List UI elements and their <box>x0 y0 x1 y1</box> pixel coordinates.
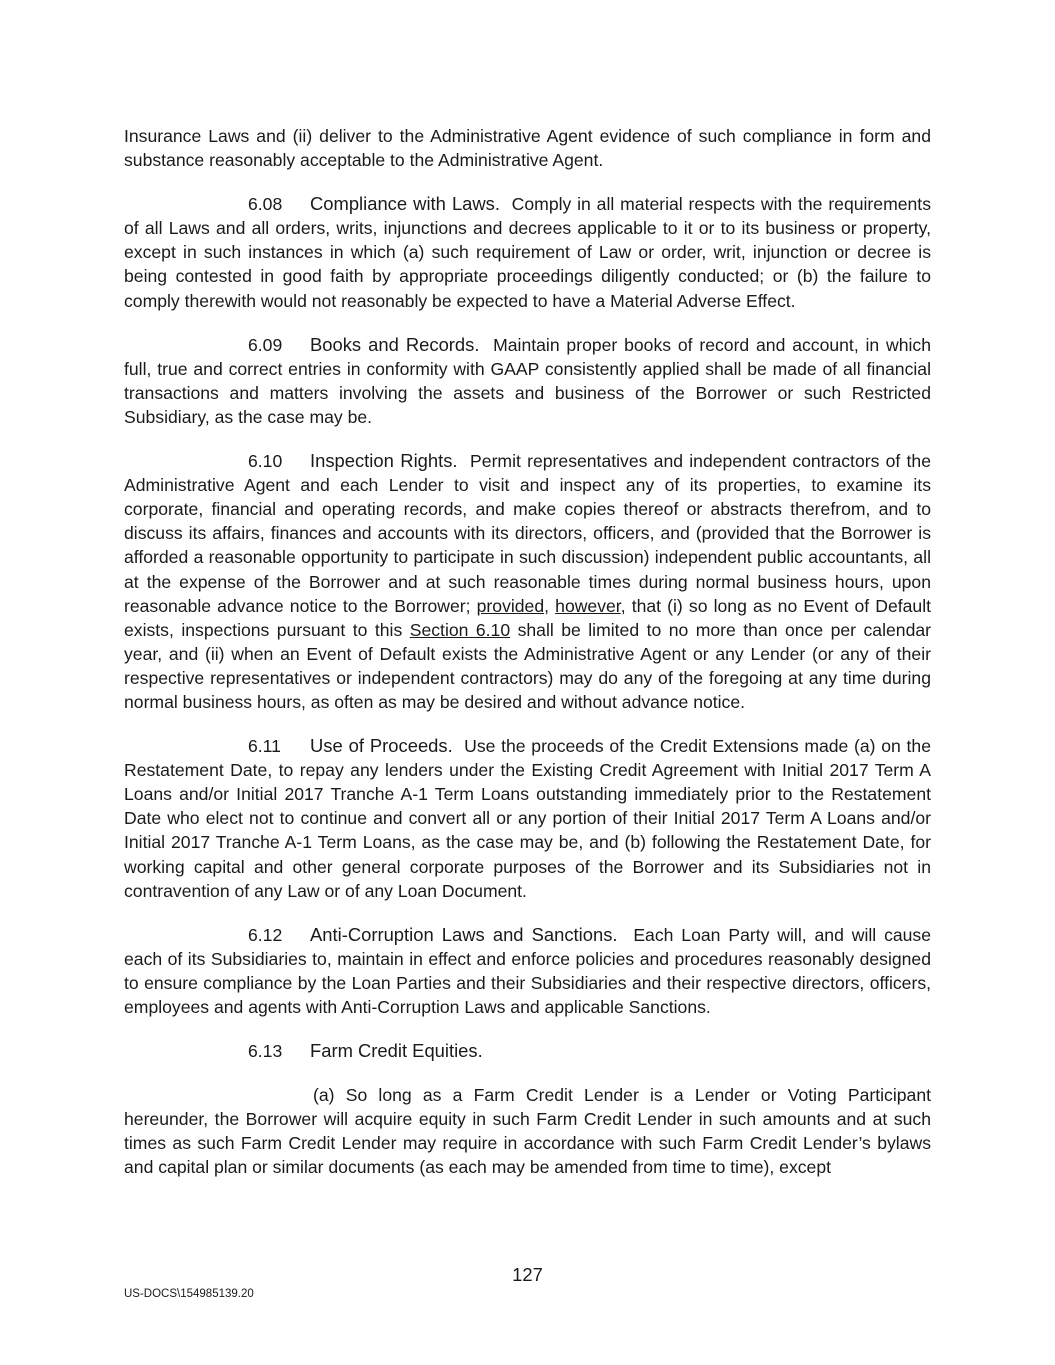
section-body: Comply in all material respects with the requirements of all Laws and all orders, writs, injunctions and decrees applicable to it or to its business or property, except in such instances in which (a) such requirement of Law or order, writ, injunction or decree is being contested in good faith by appropriate proceedings diligently conducted; or (b) the failure to comply therewith would not reasonably be expected to have a Material Adverse Effect. <box>124 194 931 311</box>
document-body <box>124 124 931 1200</box>
section-body: Each Loan Party will, and will cause each of its Subsidiaries to, maintain in effect and enforce policies and procedures reasonably designed to ensure compliance by the Loan Parties and their Subsidiaries and their respective directors, officers, employees and agents with Anti-Corruption Laws and applicable Sanctions. <box>124 924 932 1017</box>
section-number: 6.10 <box>248 451 283 472</box>
section-number: 6.09 <box>248 334 283 355</box>
section-heading: Farm Credit Equities. <box>310 1040 483 1062</box>
page-number: 127 <box>512 1264 543 1285</box>
section-heading: Books and Records. <box>310 333 480 355</box>
section-6-13 <box>124 1039 931 1063</box>
section-reference-link[interactable]: Section 6.10 <box>409 619 511 640</box>
section-6-12 <box>124 923 931 1019</box>
section-6-11 <box>124 734 931 903</box>
section-6-09 <box>124 333 931 429</box>
section-heading: Inspection Rights. <box>310 450 458 472</box>
section-body-end: shall be limited to no more than once per calendar year, and (ii) when an Event of Default exists the Administrative Agent or any Lender (or any of their respective representatives or independent contractors) may do any of the foregoing at any time during normal business hours, as often as may be desired and without advance notice. <box>124 619 931 712</box>
section-heading: Use of Proceeds. <box>310 735 453 757</box>
however-term: however <box>555 595 621 616</box>
document-id: US-DOCS\154985139.20 <box>124 1288 254 1300</box>
section-number: 6.08 <box>248 194 283 215</box>
comma: , <box>544 595 550 616</box>
section-body: Use the proceeds of the Credit Extensions made (a) on the Restatement Date, to repay any lenders under the Existing Credit Agreement with Initial 2017 Term A Loans and/or Initial 2017 Tranche A-1 Term Loans outstanding immediately prior to the Restatement Date who elect not to continue and convert all or any portion of their Initial 2017 Term A Loans and/or Initial 2017 Tranche A-1 Term Loans, as the case may be, and (b) following the Restatement Date, for working capital and other general corporate purposes of the Borrower and its Subsidiaries not in contravention of any Law or of any Loan Document. <box>124 736 931 901</box>
section-6-08 <box>124 192 931 312</box>
section-number: 6.12 <box>248 924 283 945</box>
section-heading: Anti-Corruption Laws and Sanctions. <box>310 923 618 945</box>
provided-term: provided <box>476 595 545 616</box>
section-heading: Compliance with Laws. <box>310 193 500 215</box>
section-number: 6.13 <box>248 1041 283 1062</box>
section-6-13-a: (a) So long as a Farm Credit Lender is a Lender or Voting Participant hereunder, the Borrower will acquire equity in such Farm Credit Lender in such amounts and at such times as such Farm Credit Lender may require in accordance with such Farm Credit Lender’s bylaws and capital plan or similar documents (as each may be amended from time to time), except <box>124 1085 931 1178</box>
section-6-10 <box>124 449 931 714</box>
section-body-cont: , that (i) so long as no Event of Default exists, inspections pursuant to this <box>124 595 932 640</box>
section-body: Permit representatives and independent contractors of the Administrative Agent and each Lender to visit and inspect any of its properties, to examine its corporate, financial and operating records, and make copies thereof or abstracts therefrom, and to discuss its affairs, finances and accounts with its directors, officers, and (provided that the Borrower is afforded a reasonable opportunity to participate in such discussion) independent public accountants, all at the expense of the Borrower and at such reasonable times during normal business hours, upon reasonable advance notice to the Borrower; <box>124 451 931 616</box>
intro-paragraph: Insurance Laws and (ii) deliver to the Administrative Agent evidence of such compliance in form and substance reasonably acceptable to the Administrative Agent. <box>124 126 931 171</box>
section-number: 6.11 <box>248 736 281 757</box>
section-body: Maintain proper books of record and account, in which full, true and correct entries in conformity with GAAP consistently applied shall be made of all financial transactions and matters involving the assets and business of the Borrower or such Restricted Subsidiary, as the case may be. <box>124 334 932 427</box>
